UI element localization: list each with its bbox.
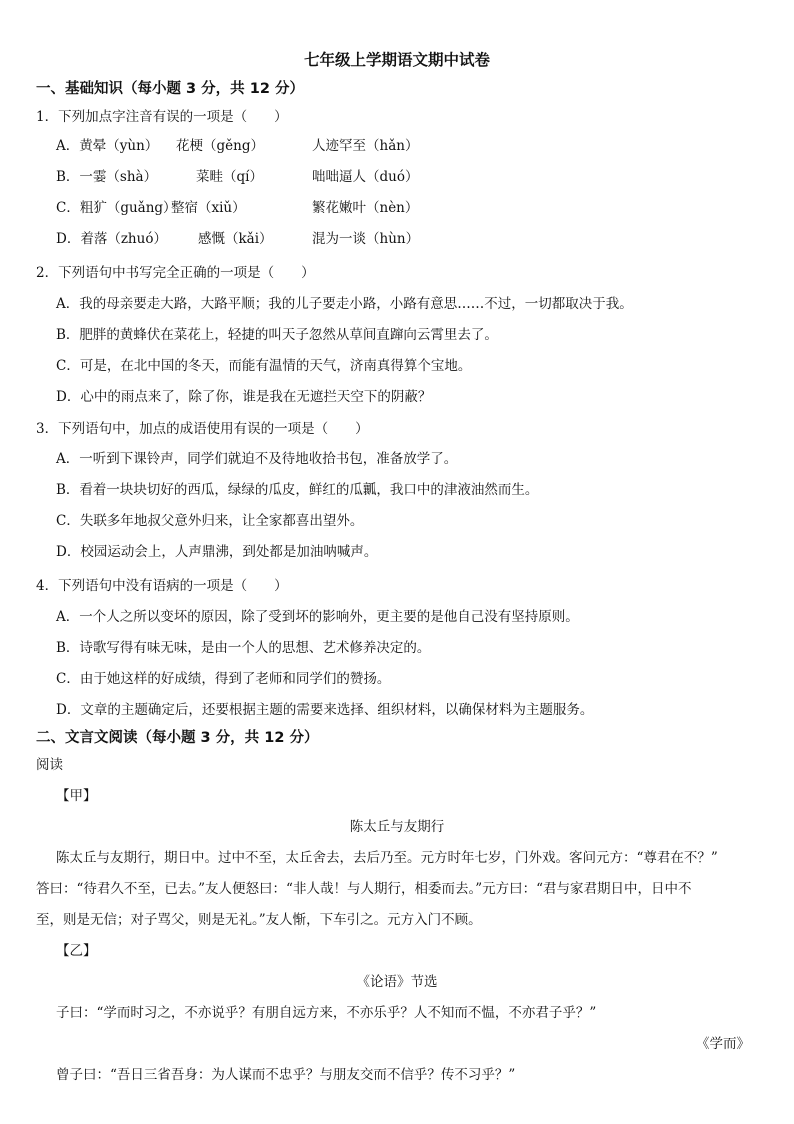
question-3-option-a: A．一听到下课铃声，同学们就迫不及待地收拾书包，准备放学了。: [56, 451, 458, 467]
question-3-stem: 3．下列语句中，加点的成语使用有误的一项是（ ）: [36, 421, 369, 437]
question-4-option-a: A．一个人之所以变坏的原因，除了受到坏的影响外，更主要的是他自己没有坚持原则。: [56, 609, 579, 625]
q1-b-item2: 菜畦（qí）: [196, 169, 263, 185]
passage-yi-line-2: 曾子曰：“吾日三省吾身：为人谋而不忠乎？与朋友交而不信乎？传不习乎？”: [56, 1067, 516, 1083]
reading-intro: 阅读: [36, 757, 63, 773]
passage-jia-line-3: 至，则是无信；对子骂父，则是无礼。”友人惭，下车引之。元方入门不顾。: [36, 912, 482, 928]
passage-jia-title: 陈太丘与友期行: [349, 819, 445, 835]
question-2-option-d: D．心中的雨点来了，除了你，谁是我在无遮拦天空下的阴蔽？: [56, 389, 432, 405]
q1-d-item1: D．着落（zhuó）: [56, 231, 167, 247]
q1-b-item1: B．一霎（shà）: [56, 169, 158, 185]
q1-c-item1: C．粗犷（guǎng）: [56, 200, 177, 216]
question-1-row-a: [56, 137, 418, 155]
q1-c-item3: 繁花嫩叶（nèn）: [312, 200, 419, 216]
passage-jia-line-2: 答曰：“待君久不至，已去。”友人便怒曰：“非人哉！与人期行，相委而去。”元方曰：“君与家君期日中，日中不: [36, 881, 692, 897]
question-4-option-d: D．文章的主题确定后，还要根据主题的需要来选择、组织材料，以确保材料为主题服务。: [56, 702, 594, 718]
question-3-option-c: C．失联多年地叔父意外归来，让全家都喜出望外。: [56, 513, 364, 529]
question-4-option-c: C．由于她这样的好成绩，得到了老师和同学们的赞扬。: [56, 671, 391, 687]
section-heading-2: 二、文言文阅读（每小题 3 分，共 12 分）: [36, 730, 319, 746]
q1-b-item3: 咄咄逼人（duó）: [312, 169, 419, 185]
q1-d-item3: 混为一谈（hùn）: [312, 231, 420, 247]
passage-yi-title: 《论语》节选: [356, 974, 438, 990]
passage-jia-label: 【甲】: [56, 788, 97, 804]
question-4-option-b: B．诗歌写得有味无味，是由一个人的思想、艺术修养决定的。: [56, 640, 431, 656]
question-2-option-a: A．我的母亲要走大路，大路平顺；我的儿子要走小路，小路有意思……不过，一切都取决于我。: [56, 296, 633, 312]
passage-yi-source-1: 《学而》: [696, 1036, 750, 1052]
page-title: 七年级上学期语文期中试卷: [303, 51, 490, 69]
question-3-option-b: B．看着一块块切好的西瓜，绿绿的瓜皮，鲜红的瓜瓤，我口中的津液油然而生。: [56, 482, 539, 498]
question-2-option-b: B．肥胖的黄蜂伏在菜花上，轻捷的叫天子忽然从草间直蹿向云霄里去了。: [56, 327, 498, 343]
passage-yi-label: 【乙】: [56, 943, 97, 959]
question-4-stem: 4．下列语句中没有语病的一项是（ ）: [36, 578, 288, 594]
passage-jia-line-1: 陈太丘与友期行，期日中。过中不至，太丘舍去，去后乃至。元方时年七岁，门外戏。客问元方：“尊君在不？”: [56, 850, 718, 866]
q1-d-item2: 感慨（kǎi）: [198, 231, 273, 247]
q1-c-item2: 整宿（xiǔ）: [171, 200, 246, 216]
section-heading-1: 一、基础知识（每小题 3 分，共 12 分）: [36, 81, 304, 97]
q1-a-item3: 人迹罕至（hǎn）: [312, 138, 419, 154]
question-2-stem: 2．下列语句中书写完全正确的一项是（ ）: [36, 265, 315, 281]
question-1-stem: 1．下列加点字注音有误的一项是（ ）: [36, 109, 288, 125]
question-1-row-c: [56, 199, 418, 217]
question-3-option-d: D．校园运动会上，人声鼎沸，到处都是加油呐喊声。: [56, 544, 378, 560]
q1-a-item1: A．黄晕（yùn）: [56, 138, 159, 154]
passage-yi-line-1: 子曰：“学而时习之，不亦说乎？有朋自远方来，不亦乐乎？人不知而不愠，不亦君子乎？”: [56, 1005, 597, 1021]
question-1-row-b: [56, 168, 418, 186]
question-2-option-c: C．可是，在北中国的冬天，而能有温情的天气，济南真得算个宝地。: [56, 358, 472, 374]
q1-a-item2: 花梗（gěng）: [176, 138, 264, 154]
question-1-row-d: [56, 230, 419, 248]
